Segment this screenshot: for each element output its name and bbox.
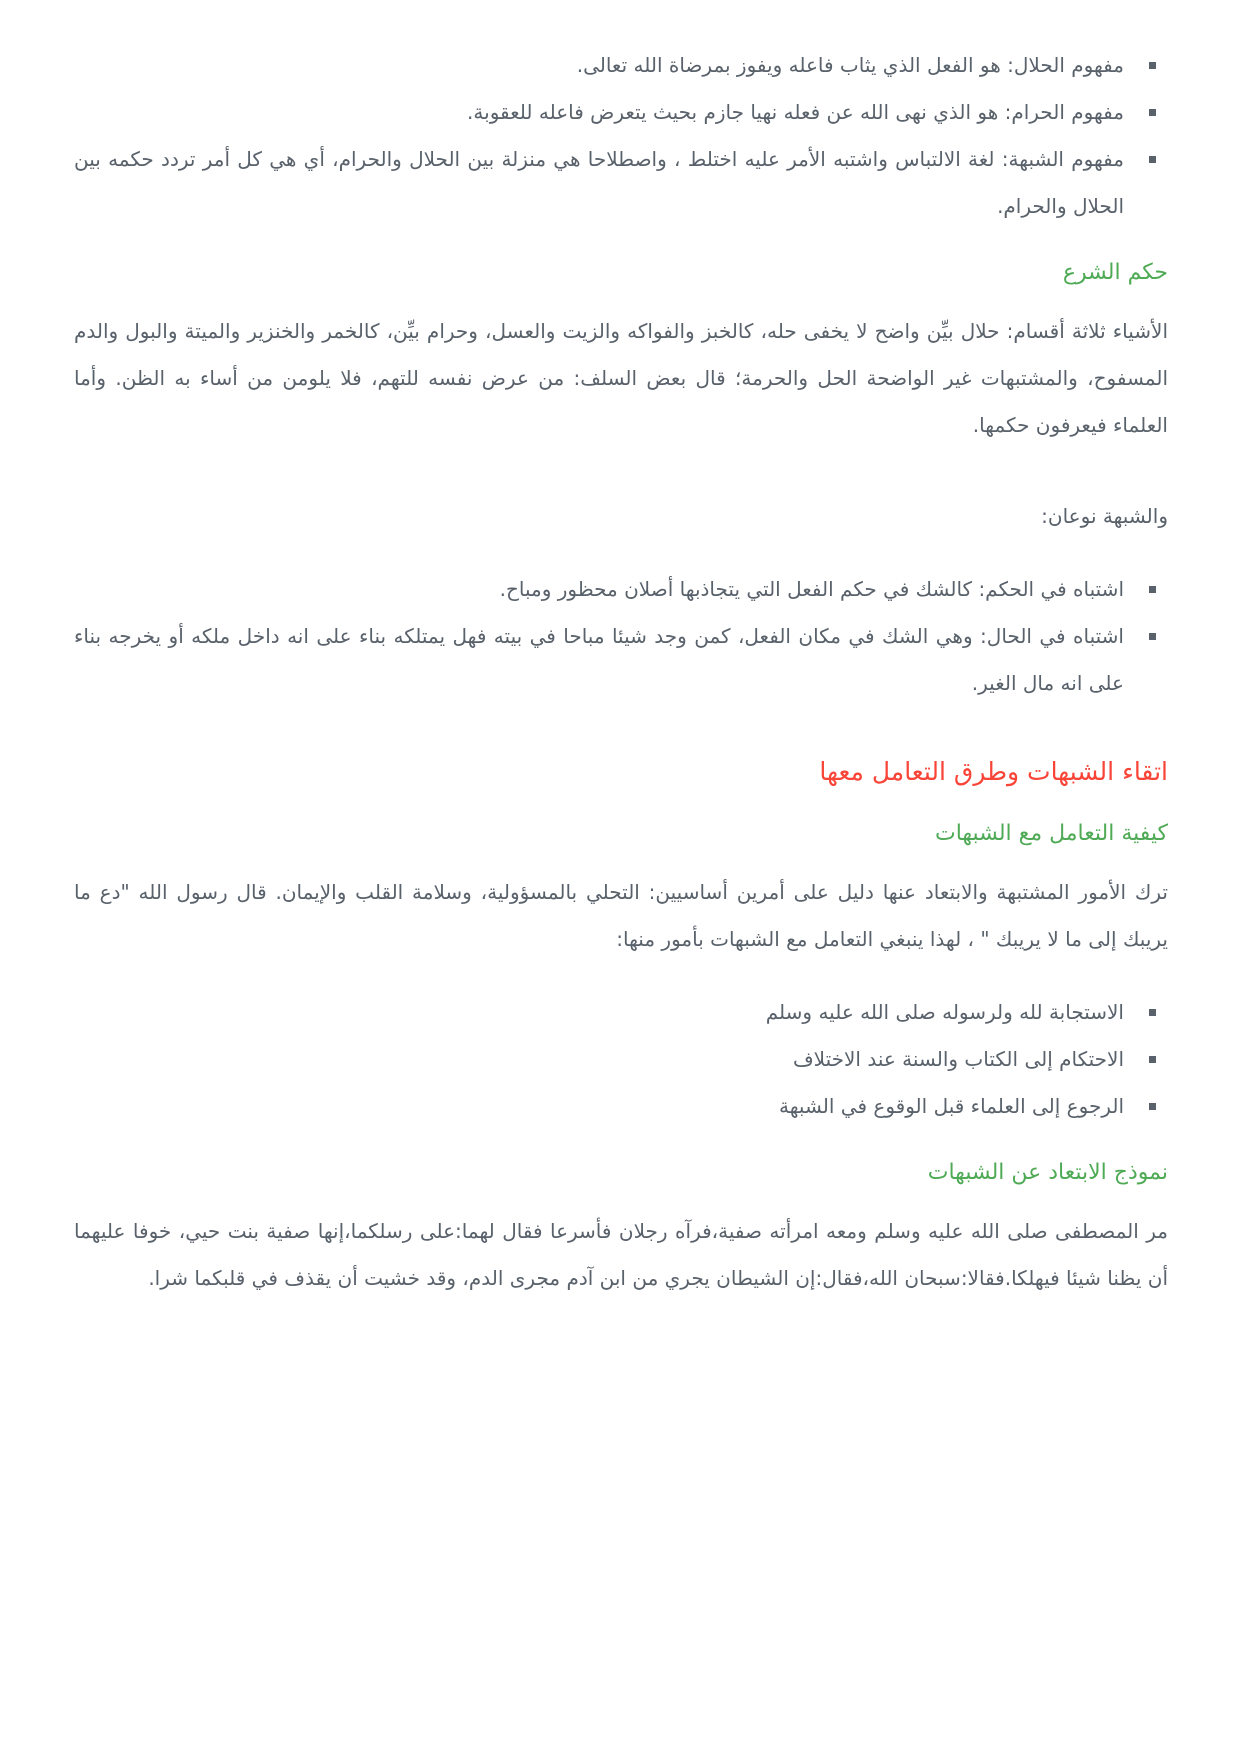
list-item: [74, 89, 1168, 136]
concept-haram-text: مفهوم الحرام: هو الذي نهى الله عن فعله نهيا جازم بحيث يتعرض فاعله للعقوبة.: [467, 100, 1124, 124]
list-item: [74, 613, 1168, 707]
dealing-subsection-heading: كيفية التعامل مع الشبهات: [935, 821, 1168, 846]
list-item: [74, 989, 1168, 1036]
model-paragraph: مر المصطفى صلى الله عليه وسلم ومعه امرأته صفية،فرآه رجلان فأسرعا فقال لهما:على رسلكما،إنها صفية بنت حيي، خوفا عليهما أن يظنا شيئا فيهلكا.فقالا:سبحان الله،فقال:إن الشيطان يجري من ابن آدم مجرى الدم، وقد خشيت أن يقذف في قلبكما شرا.: [74, 1219, 1168, 1290]
type-hukm-text: اشتباه في الحكم: كالشك في حكم الفعل التي يتجاذبها أصلان محظور ومباح.: [499, 577, 1124, 601]
bullet-square-icon: [1149, 1056, 1156, 1063]
method-arbitration-text: الاحتكام إلى الكتاب والسنة عند الاختلاف: [792, 1047, 1124, 1071]
bullet-square-icon: [1149, 109, 1156, 116]
list-item: [74, 1036, 1168, 1083]
avoidance-section-heading: اتقاء الشبهات وطرق التعامل معها: [819, 757, 1168, 786]
bullet-square-icon: [1149, 633, 1156, 640]
list-item: [74, 136, 1168, 230]
list-item: [74, 566, 1168, 613]
concept-shubha-text: مفهوم الشبهة: لغة الالتباس واشتبه الأمر عليه اختلط ، واصطلاحا هي منزلة بين الحلال والحرام، أي هي كل أمر تردد حكمه بين الحلال والحرام.: [74, 147, 1124, 218]
ruling-paragraph: الأشياء ثلاثة أقسام: حلال بيِّن واضح لا يخفى حله، كالخبز والفواكه والزيت والعسل، وحرام بيِّن، كالخمر والخنزير والميتة والبول والدم المسفوح، والمشتبهات غير الواضحة الحل والحرمة؛ قال بعض السلف: من عرض نفسه للتهم، فلا يلومن من أساء به الظن. وأما العلماء فيعرفون حكمها.: [74, 319, 1168, 437]
ruling-section-heading: حكم الشرع: [1062, 260, 1168, 285]
type-hal-text: اشتباه في الحال: وهي الشك في مكان الفعل، كمن وجد شيئا مباحا في بيته فهل يمتلكه بناء على انه داخل ملكه أو يخرجه بناء على انه مال الغير.: [74, 624, 1124, 695]
bullet-square-icon: [1149, 156, 1156, 163]
method-scholars-text: الرجوع إلى العلماء قبل الوقوع في الشبهة: [778, 1094, 1124, 1118]
model-subsection-heading: نموذج الابتعاد عن الشبهات: [927, 1160, 1168, 1185]
dealing-paragraph: ترك الأمور المشتبهة والابتعاد عنها دليل على أمرين أساسيين: التحلي بالمسؤولية، وسلامة القلب والإيمان. قال رسول الله "دع ما يريبك إلى ما لا يريبك " ، لهذا ينبغي التعامل مع الشبهات بأمور منها:: [74, 880, 1168, 951]
dealing-methods-list: [74, 989, 1168, 1130]
bullet-square-icon: [1149, 62, 1156, 69]
bullet-square-icon: [1149, 1103, 1156, 1110]
concept-halal-text: مفهوم الحلال: هو الفعل الذي يثاب فاعله ويفوز بمرضاة الله تعالى.: [576, 53, 1124, 77]
list-item: [74, 42, 1168, 89]
bullet-square-icon: [1149, 1009, 1156, 1016]
concept-definitions-list: [74, 42, 1168, 230]
list-item: [74, 1083, 1168, 1130]
method-response-text: الاستجابة لله ولرسوله صلى الله عليه وسلم: [765, 1000, 1124, 1024]
shubha-types-list: [74, 566, 1168, 707]
shubha-types-intro: والشبهة نوعان:: [1041, 504, 1168, 528]
bullet-square-icon: [1149, 586, 1156, 593]
